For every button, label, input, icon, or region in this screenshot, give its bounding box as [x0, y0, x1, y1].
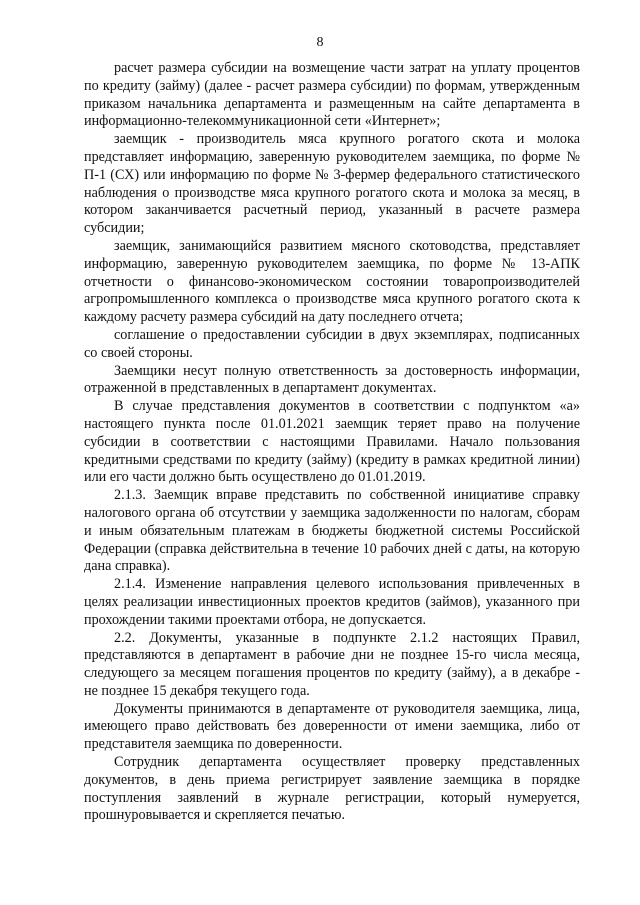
- paragraph-subsidy-agreement: соглашение о предоставлении субсидии в двух экземплярах, подписанных со своей стороны.: [84, 326, 580, 361]
- page-number: 8: [316, 35, 324, 50]
- paragraph-beef-cattle-breeding: заемщик, занимающийся развитием мясного скотоводства, представляет информацию, заверенную руководителем заемщика, по форме № 13-АПК отчетности о финансово-экономическом состоянии товаропроизводителей агропромышленного комплекса о производстве мяса крупного рогатого скота к каждому расчету размера субсидий на дату последнего отчета;: [84, 237, 580, 326]
- paragraph-borrower-responsibility: Заемщики несут полную ответственность за достоверность информации, отраженной в представленных в департамент документах.: [84, 362, 580, 397]
- paragraph-document-acceptance: Документы принимаются в департаменте от руководителя заемщика, лица, имеющего право действовать без доверенности от имени заемщика, либо от представителя заемщика по доверенности.: [84, 700, 580, 753]
- paragraph-late-submission: В случае представления документов в соответствии с подпунктом «а» настоящего пункта после 01.01.2021 заемщик теряет право на получение субсидии в соответствии с настоящими Правилами. Начало пользования кредитными средствами по кредиту (займу) (кредиту в рамках кредитной линии) или его части должно быть осуществлено до 01.01.2019.: [84, 398, 580, 486]
- paragraph-meat-milk-producer: заемщик - производитель мяса крупного рогатого скота и молока представляет информацию, заверенную руководителем заемщика, по форме № П-1 (СХ) или информацию по форме № 3-фермер федерального статистического наблюдения о производстве мяса крупного рогатого скота и молока за месяц, в котором заканчивается расчетный период, указанный в расчете размера субсидии;: [84, 131, 580, 237]
- paragraph-2-2: 2.2. Документы, указанные в подпункте 2.1.2 настоящих Правил, представляются в департамент в рабочие дни не позднее 15-го числа месяца, следующего за месяцем погашения процентов по кредиту (займу), а в декабре - не позднее 15 декабря текущего года.: [84, 629, 580, 699]
- document-body: [84, 60, 580, 825]
- paragraph-document-verification: Сотрудник департамента осуществляет проверку представленных документов, в день приема регистрирует заявление заемщика в порядке поступления заявлений в журнале регистрации, который нумеруется, прошнуровывается и скрепляется печатью.: [84, 754, 580, 824]
- paragraph-2-1-3: 2.1.3. Заемщик вправе представить по собственной инициативе справку налогового органа об отсутствии у заемщика задолженности по налогам, сборам и иным обязательным платежам в бюджеты бюджетной системы Российской Федерации (справка действительна в течение 10 рабочих дней с даты, на которую дана справка).: [84, 487, 580, 575]
- paragraph-2-1-4: 2.1.4. Изменение направления целевого использования привлеченных в целях реализации инвестиционных проектов кредитов (займов), указанного при прохождении такими проектами отбора, не допускается.: [84, 576, 580, 628]
- paragraph-subsidy-calculation: расчет размера субсидии на возмещение части затрат на уплату процентов по кредиту (займу) (далее - расчет размера субсидии) по формам, утвержденным приказом начальника департамента и размещенным на сайте департамента в информационно-телекоммуникационной сети «Интернет»;: [84, 60, 580, 130]
